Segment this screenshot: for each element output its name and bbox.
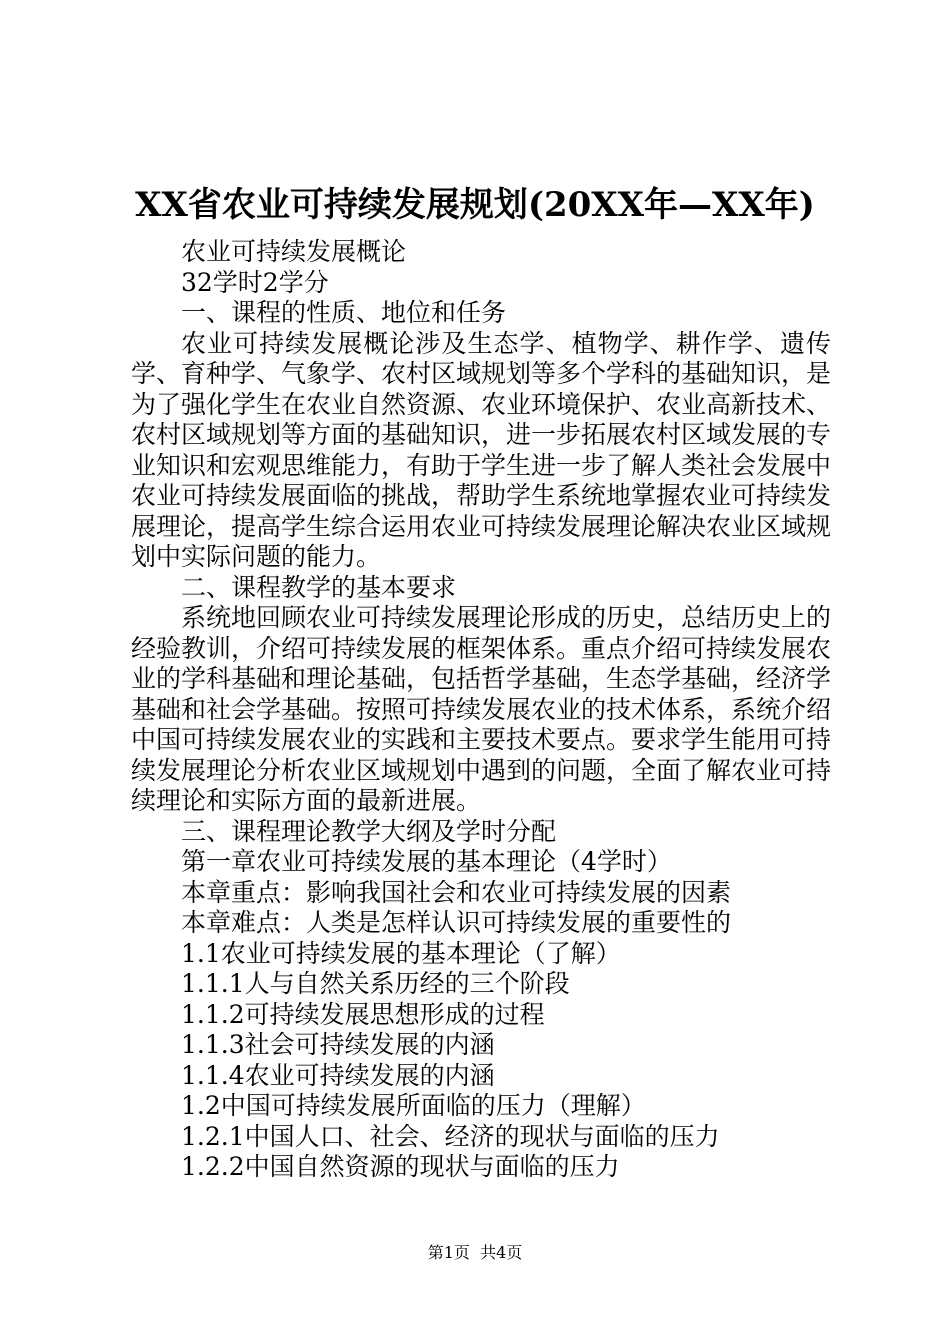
outline-item: 1.2.1中国人口、社会、经济的现状与面临的压力 [181, 1121, 720, 1151]
section-heading-3: 三、课程理论教学大纲及学时分配 [181, 816, 557, 846]
outline-item: 1.1.4农业可持续发展的内涵 [181, 1060, 495, 1090]
chapter-difficulties: 本章难点：人类是怎样认识可持续发展的重要性的 [181, 908, 732, 937]
outline-item: 1.1农业可持续发展的基本理论（了解） [181, 938, 621, 968]
section-paragraph-2: 系统地回顾农业可持续发展理论形成的历史，总结历史上的经验教训，介绍可持续发展的框架体系。重点介绍可持续发展农业的学科基础和理论基础，包括哲学基础，生态学基础，经济学基础和社会学基础。按照可持续发展农业的技术体系，系统介绍中国可持续发展农业的实践和主要技术要点。要求学生能用可持续发展理论分析农业区域规划中遇到的问题，全面了解农业可持续理论和实际方面的最新进展。 [131, 603, 832, 815]
chapter-key-points: 本章重点：影响我国社会和农业可持续发展的因素 [181, 877, 732, 907]
document-body [131, 237, 831, 1183]
course-name: 农业可持续发展概论 [181, 237, 407, 266]
outline-item: 1.2中国可持续发展所面临的压力（理解） [181, 1091, 646, 1120]
page-footer: 第1页 共4页 [427, 1243, 523, 1262]
course-hours: 32学时2学分 [181, 267, 329, 297]
outline-item: 1.1.1人与自然关系历经的三个阶段 [181, 969, 570, 998]
outline-item: 1.2.2中国自然资源的现状与面临的压力 [181, 1152, 620, 1181]
outline-item: 1.1.3社会可持续发展的内涵 [181, 1030, 495, 1059]
outline-item: 1.1.2可持续发展思想形成的过程 [181, 999, 545, 1029]
section-heading-1: 一、课程的性质、地位和任务 [181, 298, 507, 327]
section-heading-2: 二、课程教学的基本要求 [181, 572, 457, 602]
section-paragraph-1: 农业可持续发展概论涉及生态学、植物学、耕作学、遗传学、育种学、气象学、农村区域规划等多个学科的基础知识，是为了强化学生在农业自然资源、农业环境保护、农业高新技术、农村区域规划等方面的基础知识，进一步拓展农村区域发展的专业知识和宏观思维能力，有助于学生进一步了解人类社会发展中农业可持续发展面临的挑战，帮助学生系统地掌握农业可持续发展理论，提高学生综合运用农业可持续发展理论解决农业区域规划中实际问题的能力。 [131, 328, 832, 571]
document-title: XX省农业可持续发展规划(20XX年—XX年) [135, 185, 815, 225]
chapter-heading: 第一章农业可持续发展的基本理论（4学时） [181, 847, 672, 876]
